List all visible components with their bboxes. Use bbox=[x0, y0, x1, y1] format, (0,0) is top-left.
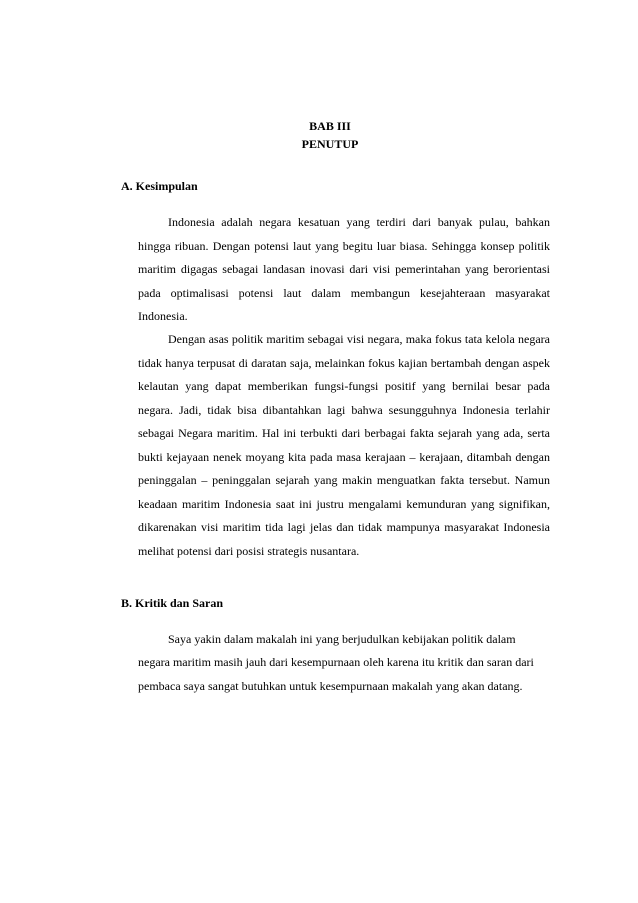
section-heading-kritik-saran: B. Kritik dan Saran bbox=[121, 596, 224, 610]
chapter-number: BAB III bbox=[309, 119, 351, 133]
paragraph-kesimpulan-2: Dengan asas politik maritim sebagai visi negara, maka fokus tata kelola negara tidak hanya terpusat di daratan saja, melainkan fokus kajian bertambah dengan aspek kelautan yang dapat memberikan fungsi-fungsi positif yang bernilai besar pada negara. Jadi, tidak bisa dibantahkan lagi bahwa sesungguhnya Indonesia terlahir sebagai Negara maritim. Hal ini terbukti dari berbagai fakta sejarah yang ada, serta bukti kejayaan nenek moyang kita pada masa kerajaan – kerajaan, ditambah dengan peninggalan – peninggalan sejarah yang makin menguatkan fakta tersebut. Namun keadaan maritim Indonesia saat ini justru mengalami kemunduran yang signifikan, dikarenakan visi maritim tida lagi jelas dan tidak mampunya masyarakat Indonesia melihat potensi dari posisi strategis nusantara. bbox=[138, 332, 550, 558]
paragraph-kesimpulan-1: Indonesia adalah negara kesatuan yang terdiri dari banyak pulau, bahkan hingga ribuan. Dengan potensi laut yang begitu luar biasa. Sehingga konsep politik maritim digagas sebagai landasan inovasi dari visi pemerintahan yang berorientasi pada optimalisasi potensi laut dalam membangun kesejahteraan masyarakat Indonesia. bbox=[138, 215, 550, 323]
chapter-title: PENUTUP bbox=[301, 137, 359, 151]
section-heading-kesimpulan: A. Kesimpulan bbox=[121, 179, 198, 193]
paragraph-kritik-saran: Saya yakin dalam makalah ini yang berjudulkan kebijakan politik dalam negara maritim masih jauh dari kesempurnaan oleh karena itu kritik dan saran dari pembaca saya sangat butuhkan untuk kesempurnaan makalah yang akan datang. bbox=[138, 632, 534, 693]
